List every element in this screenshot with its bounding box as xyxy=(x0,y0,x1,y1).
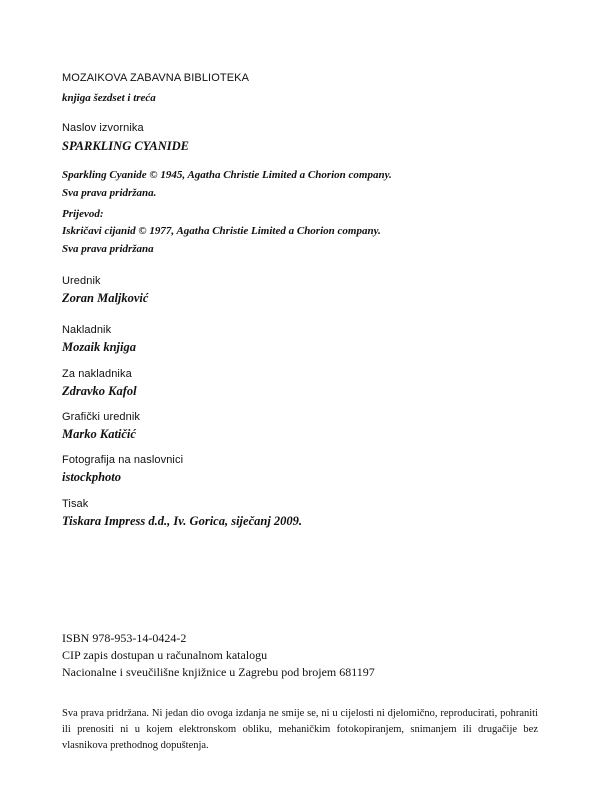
printer-label: Tisak xyxy=(62,498,89,510)
copyright-rights: Sva prava pridržana. xyxy=(62,187,157,199)
graphic-editor-name: Marko Katičić xyxy=(62,427,136,441)
publisher-name: Mozaik knjiga xyxy=(62,340,136,354)
cip-line-2: Nacionalne i sveučilišne knjižnice u Zagrebu pod brojem 681197 xyxy=(62,665,375,679)
cover-photo-credit: istockphoto xyxy=(62,470,122,484)
printer-name: Tiskara Impress d.d., Iv. Gorica, siječanj 2009. xyxy=(62,514,303,528)
editor-label: Urednik xyxy=(62,275,101,287)
graphic-editor-label: Grafički urednik xyxy=(62,411,141,423)
translation-rights: Sva prava pridržana xyxy=(62,243,154,255)
translation-line: Iskričavi cijanid © 1977, Agatha Christie Limited a Chorion company. xyxy=(62,225,381,237)
series-name: MOZAIKOVA ZABAVNA BIBLIOTEKA xyxy=(62,72,250,84)
rights-notice: Sva prava pridržana. Ni jedan dio ovoga izdanja ne smije se, ni u cijelosti ni djelomično, reproducirati, pohraniti ili prenositi ni u kojem elektronskom obliku, mehaničkim fotokopiranjem, snimanjem ili drugačije bez vlasnikova prethodnog dopuštenja. xyxy=(62,708,538,751)
publisher-label: Nakladnik xyxy=(62,324,112,336)
translation-label: Prijevod: xyxy=(62,208,104,220)
cip-line-1: CIP zapis dostupan u računalnom katalogu xyxy=(62,648,268,662)
copyright-line: Sparkling Cyanide © 1945, Agatha Christie Limited a Chorion company. xyxy=(62,169,392,181)
original-title-label: Naslov izvornika xyxy=(62,122,144,134)
for-publisher-label: Za nakladnika xyxy=(62,368,132,380)
isbn: ISBN 978-953-14-0424-2 xyxy=(62,631,187,645)
for-publisher-name: Zdravko Kafol xyxy=(62,384,137,398)
original-title: SPARKLING CYANIDE xyxy=(62,139,189,153)
series-number: knjiga šezdset i treća xyxy=(62,92,156,104)
cover-photo-label: Fotografija na naslovnici xyxy=(62,454,184,466)
editor-name: Zoran Maljković xyxy=(62,291,149,305)
